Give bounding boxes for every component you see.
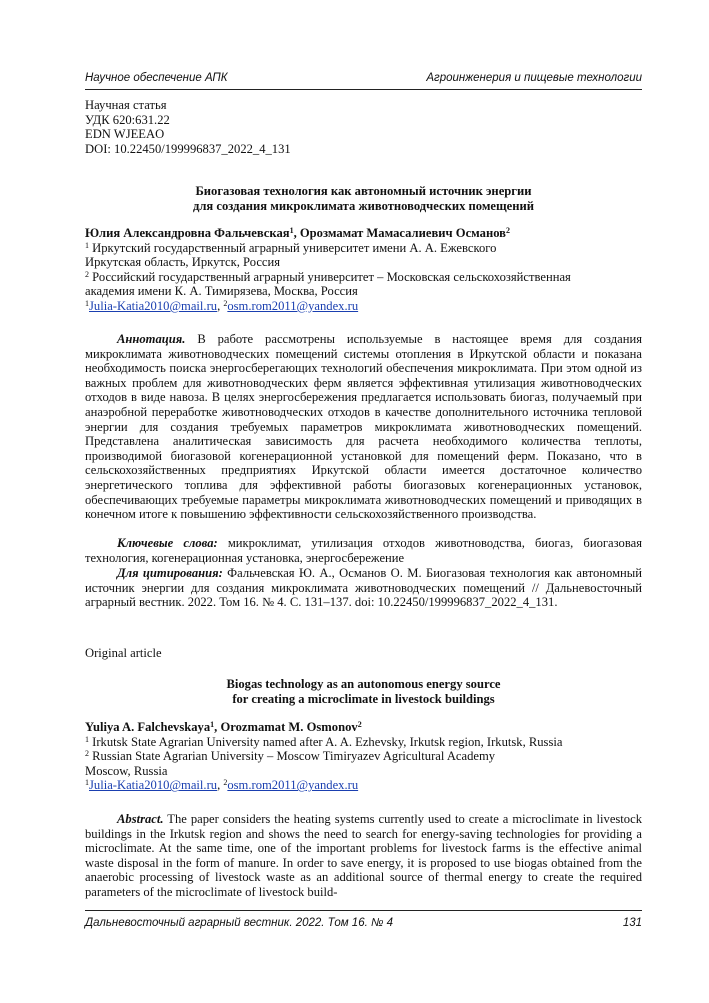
author-2-en: Orozmamat M. Osmonov <box>220 720 358 734</box>
article-type: Научная статья <box>85 98 167 112</box>
author-2: Орозмамат Мамасалиевич Османов <box>299 226 506 240</box>
authors-en-block <box>85 720 642 793</box>
doi: DOI: 10.22450/199996837_2022_4_131 <box>85 141 291 156</box>
abstract-ru-text: В работе рассмотрены используемые в настоящее время для создания микроклимата животноводческих помещений системы отопления в Иркутской области и показана необходимость поиска энергосберегающих технологий обеспечения микроклимата. При этом одной из важных проблем для животноводческих ферм является эффективная утилизация животноводческих отходов в виде навоза. В целях энергосбережения предлагается использовать биогаз, получаемый при анаэробной переработке животноводческих отходов в качестве дополнительного источника тепловой энергии для создания требуемых параметров микроклимата животноводческих помещений. Представлена аналитическая зависимость для расчета необходимого количества теплоты, производимой биогазовой когенерационной установкой для помещений ферм. Показано, что в сельскохозяйственных предприятиях Иркутской области имеется достаточное количество энергетического топлива для эффективной работы биогазовых когенерационных установок, обеспечивающих требуемые параметры микроклимата животноводческих помещений и приводящих в конечном итоге к повышению эффективности сельскохозяйственного производства. <box>85 332 642 522</box>
email-link-1-en[interactable]: Julia-Katia2010@mail.ru <box>89 778 218 793</box>
title-en-line1: Biogas technology as an autonomous energy source <box>226 677 501 691</box>
edn: EDN WJEEAO <box>85 127 165 142</box>
footer-rule <box>85 910 642 911</box>
affiliation-1: $^1$ Иркутский государственный аграрный университет имени А. А. Ежевского <box>85 240 497 255</box>
affiliation-2-en-cont: Moscow, Russia <box>85 763 168 778</box>
title-en-line2: for creating a microclimate in livestock buildings <box>232 691 495 706</box>
title-ru <box>85 184 642 213</box>
abstract-en <box>85 812 642 900</box>
authors-ru-block <box>85 226 642 314</box>
email-link-2[interactable]: osm.rom2011@yandex.ru <box>227 298 359 313</box>
running-footer <box>85 917 642 929</box>
header-section-right: Агроинженерия и пищевые технологии <box>426 72 642 84</box>
article-meta <box>85 98 291 156</box>
header-section-left: Научное обеспечение АПК <box>85 72 228 84</box>
article-type-en: Original article <box>85 646 162 660</box>
title-en <box>85 677 642 706</box>
authors-ru: Юлия Александровна Фальчевская$^1$, Орозмамат Мамасалиевич Османов$^2$ <box>85 226 510 240</box>
affiliation-2-cont: академия имени К. А. Тимирязева, Москва, Россия <box>85 284 358 299</box>
keywords-ru <box>85 536 642 565</box>
keywords-ru-label: Ключевые слова: <box>117 536 218 550</box>
affiliation-1-en: $^1$ Irkutsk State Agrarian University named after A. A. Ezhevsky, Irkutsk region, Irkutsk, Russia <box>85 734 563 749</box>
title-ru-line1: Биогазовая технология как автономный источник энергии <box>195 184 532 198</box>
citation-ru-label: Для цитирования: <box>117 566 223 580</box>
keywords-ru-text: микроклимат, утилизация отходов животноводства, биогаз, биогазовая технология, когенерационная установка, энергосбережение <box>85 536 642 565</box>
citation-ru <box>85 566 642 610</box>
emails-en: $^1$Julia-Katia2010@mail.ru, $^2$osm.rom2011@yandex.ru <box>85 778 359 793</box>
abstract-en-label: Abstract. <box>117 812 164 826</box>
email-link-2-en[interactable]: osm.rom2011@yandex.ru <box>227 778 359 793</box>
email-link-1[interactable]: Julia-Katia2010@mail.ru <box>89 298 218 313</box>
author-1-en: Yuliya A. Falchevskaya <box>85 720 211 734</box>
affiliation-2-en: $^2$ Russian State Agrarian University – Moscow Timiryazev Agricultural Academy <box>85 749 496 764</box>
affiliation-1-cont: Иркутская область, Иркутск, Россия <box>85 255 281 270</box>
authors-en: Yuliya A. Falchevskaya$^1$, Orozmamat M. Osmonov$^2$ <box>85 720 362 734</box>
abstract-ru <box>85 332 642 522</box>
author-1: Юлия Александровна Фальчевская <box>85 226 290 240</box>
footer-journal: Дальневосточный аграрный вестник. 2022. Том 16. № 4 <box>85 917 394 929</box>
header-rule <box>85 89 642 90</box>
running-header <box>85 72 642 88</box>
page-number: 131 <box>622 917 642 929</box>
abstract-ru-label: Аннотация. <box>117 332 186 346</box>
udc: УДК 620:631.22 <box>85 112 170 127</box>
emails-ru: $^1$Julia-Katia2010@mail.ru, $^2$osm.rom2011@yandex.ru <box>85 298 359 313</box>
abstract-en-text: The paper considers the heating systems currently used to create a microclimate in livestock buildings in the Irkutsk region and shows the need to search for energy-saving technologies for providing a microclimate. At the same time, one of the important problems for livestock farms is the effective animal waste disposal in the form of manure. In order to save energy, it is proposed to use biogas obtained from the anaerobic processing of livestock waste as an additional source of thermal energy to create the required parameters of the microclimate of livestock build- <box>85 812 642 899</box>
title-ru-line2: для создания микроклимата животноводческих помещений <box>192 198 535 213</box>
affiliation-2: $^2$ Российский государственный аграрный университет – Московская сельскохозяйственная <box>85 269 571 284</box>
citation-ru-text: Фальчевская Ю. А., Османов О. М. Биогазовая технология как автономный источник энергии для создания микроклимата животноводческих помещений // Дальневосточный аграрный вестник. 2022. Том 16. № 4. С. 131–137. doi: 10.22450/199996837_2022_4_131. <box>85 566 642 610</box>
